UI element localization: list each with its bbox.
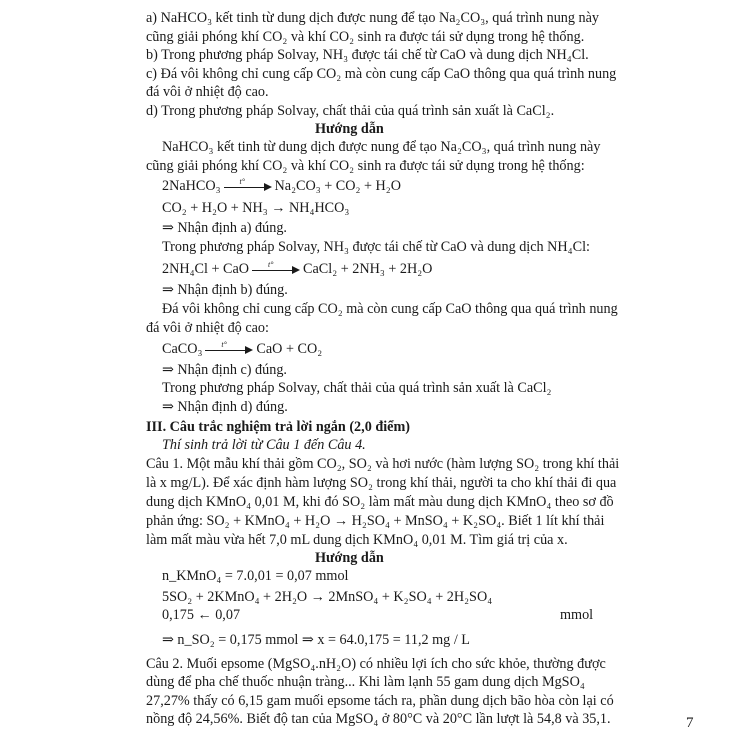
text-line: 27,27% thấy có 6,15 gam muối epsome tách ra, phần dung dịch bão hòa còn lại có	[146, 693, 614, 709]
heat-arrow-icon	[252, 259, 300, 276]
text-line: Trong phương pháp Solvay, chất thải của quá trình sản xuất là CaCl₂	[162, 380, 552, 396]
reactants: 2NaHCO₃	[162, 178, 221, 194]
heat-arrow-icon	[205, 339, 253, 356]
text-line: CO₂ + H₂O + NH₃ → NH₄HCO₃	[162, 200, 350, 216]
text-line: 5SO₂ + 2KMnO₄ + 2H₂O → 2MnSO₄ + K₂SO₄ + 2H₂SO₄	[162, 589, 493, 605]
text-line: là x mg/L). Để xác định hàm lượng SO₂ trong khí thải, người ta cho khí thải đi qua	[146, 475, 617, 491]
heat-arrow-icon	[224, 176, 272, 193]
text-line: dung dịch KMnO₄ 0,01 M, khi đó SO₂ làm mất màu dung dịch KMnO₄ theo sơ đồ	[146, 494, 614, 510]
text-line: 0,175 ← 0,07	[162, 607, 241, 623]
condition-label: t°	[221, 339, 227, 349]
reactants: CaCO₃	[162, 341, 203, 357]
page-number: 7	[686, 715, 694, 731]
text-line: cũng giải phóng khí CO₂ và khí CO₂ sinh ra được tái sử dụng trong hệ thống.	[146, 29, 585, 45]
text-line: đá vôi ở nhiệt độ cao.	[146, 84, 269, 100]
products: CaO + CO₂	[256, 341, 323, 357]
text-line: Thí sinh trả lời từ Câu 1 đến Câu 4.	[162, 437, 366, 453]
reactants: 2NH₄Cl + CaO	[162, 261, 250, 277]
condition-label: t°	[239, 176, 245, 186]
reaction-equation	[162, 178, 401, 195]
text-line: làm mất màu vừa hết 7,0 mL dung dịch KMnO₄ 0,01 M. Tìm giá trị của x.	[146, 532, 568, 548]
text-line: c) Đá vôi không chỉ cung cấp CO₂ mà còn cung cấp CaO thông qua quá trình nung	[146, 66, 617, 82]
text-line: ⇒ Nhận định a) đúng.	[162, 220, 287, 236]
text-line: ⇒ Nhận định c) đúng.	[162, 362, 287, 378]
text-line: Trong phương pháp Solvay, NH₃ được tái chế từ CaO và dung dịch NH₄Cl:	[162, 239, 590, 255]
part-heading: III. Câu trắc nghiệm trả lời ngắn (2,0 điểm)	[146, 419, 411, 435]
reaction-equation	[162, 261, 432, 278]
text-line: d) Trong phương pháp Solvay, chất thải của quá trình sản xuất là CaCl₂.	[146, 103, 555, 119]
text-line: ⇒ n_SO₂ = 0,175 mmol ⇒ x = 64.0,175 = 11,2 mg / L	[162, 632, 470, 648]
text-line: phản ứng: SO₂ + KMnO₄ + H₂O → H₂SO₄ + MnSO₄ + K₂SO₄. Biết 1 lít khí thải	[146, 513, 605, 529]
reaction-equation	[162, 341, 322, 358]
text-line: n_KMnO₄ = 7.0,01 = 0,07 mmol	[162, 568, 349, 584]
text-line: dùng để pha chế thuốc nhuận tràng... Khi làm lạnh 55 gam dung dịch MgSO₄	[146, 674, 585, 690]
text-line: Câu 2. Muối epsome (MgSO₄.nH₂O) có nhiều lợi ích cho sức khỏe, thường được	[146, 656, 606, 672]
text-line: Đá vôi không chỉ cung cấp CO₂ mà còn cung cấp CaO thông qua quá trình nung	[162, 301, 618, 317]
products: Na₂CO₃ + CO₂ + H₂O	[274, 178, 401, 194]
text-line: b) Trong phương pháp Solvay, NH₃ được tái chế từ CaO và dung dịch NH₄Cl.	[146, 47, 589, 63]
condition-label: t°	[268, 259, 274, 269]
text-line: Câu 1. Một mẫu khí thải gồm CO₂, SO₂ và hơi nước (hàm lượng SO₂ trong khí thải	[146, 456, 620, 472]
text-line: nồng độ 24,56%. Biết độ tan của MgSO₄ ở 80°C và 20°C lần lượt là 54,8 và 35,1.	[146, 711, 611, 727]
products: CaCl₂ + 2NH₃ + 2H₂O	[303, 261, 433, 277]
text-line: ⇒ Nhận định d) đúng.	[162, 399, 288, 415]
text-line: a) NaHCO₃ kết tinh từ dung dịch được nung để tạo Na₂CO₃, quá trình nung này	[146, 10, 600, 26]
text-line: mmol	[560, 607, 594, 623]
text-line: NaHCO₃ kết tinh từ dung dịch được nung để tạo Na₂CO₃, quá trình nung này	[162, 139, 601, 155]
text-line: ⇒ Nhận định b) đúng.	[162, 282, 288, 298]
text-line: đá vôi ở nhiệt độ cao:	[146, 320, 269, 336]
section-heading: Hướng dẫn	[315, 121, 384, 137]
section-heading: Hướng dẫn	[315, 550, 384, 566]
text-line: cũng giải phóng khí CO₂ và khí CO₂ sinh ra được tái sử dụng trong hệ thống:	[146, 158, 585, 174]
